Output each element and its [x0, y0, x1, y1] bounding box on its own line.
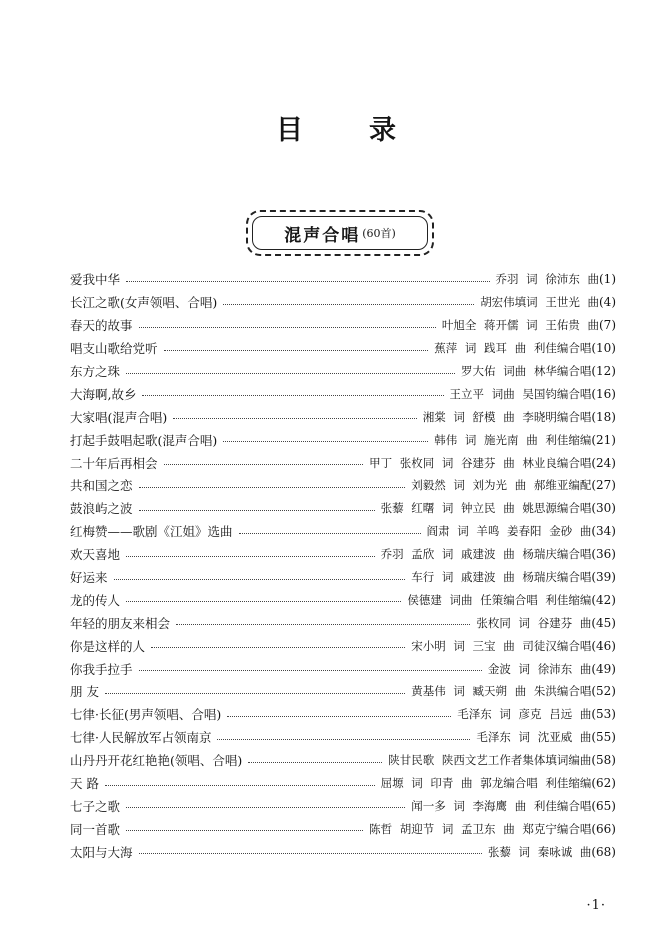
entry-page-number: (4) — [599, 295, 616, 310]
entry-title: 天 路 — [70, 776, 99, 792]
dot-leader — [227, 716, 451, 717]
dot-leader — [139, 487, 406, 488]
entry-credits: 乔羽 词 徐沛东 曲 — [495, 272, 599, 287]
dot-leader — [248, 762, 382, 763]
dot-leader — [239, 533, 421, 534]
dot-leader — [139, 327, 436, 328]
entry-page-number: (16) — [591, 386, 616, 401]
entry-page-number: (52) — [591, 684, 616, 699]
entry-page-number: (7) — [599, 318, 616, 333]
toc-entry[interactable] — [70, 360, 616, 383]
entry-credits: 湘棠 词 舒模 曲 李晓明编合唱 — [422, 409, 592, 424]
toc-entry[interactable] — [70, 543, 616, 566]
entry-credits: 陈哲 胡迎节 词 孟卫东 曲 郑克宁编合唱 — [369, 821, 592, 836]
entry-page-number: (49) — [591, 661, 616, 676]
page-number: ·1· — [586, 898, 606, 913]
entry-credits: 毛泽东 词 沈亚威 曲 — [476, 730, 592, 745]
entry-title: 朋 友 — [70, 684, 99, 700]
entry-title: 七律·长征(男声领唱、合唱) — [70, 707, 222, 723]
entry-title: 打起手鼓唱起歌(混声合唱) — [70, 432, 218, 448]
entry-page-number: (1) — [599, 272, 616, 287]
entry-title: 欢天喜地 — [70, 547, 121, 563]
entry-title: 年轻的朋友来相会 — [70, 615, 171, 631]
section-count: (60首) — [362, 227, 396, 240]
entry-credits: 阎肃 词 羊鸣 姜春阳 金砂 曲 — [426, 524, 592, 539]
toc-entry[interactable] — [70, 474, 616, 497]
dot-leader — [126, 601, 401, 602]
dot-leader — [105, 693, 405, 694]
entry-page-number: (55) — [591, 730, 616, 745]
dot-leader — [164, 464, 364, 465]
entry-credits: 甲丁 张枚同 词 谷建芬 曲 林业良编合唱 — [369, 455, 592, 470]
toc-entry[interactable] — [70, 794, 616, 817]
toc-entry[interactable] — [70, 566, 616, 589]
entry-page-number: (58) — [591, 753, 616, 768]
toc-entry[interactable] — [70, 497, 616, 520]
entry-title: 大海啊,故乡 — [70, 386, 137, 402]
section-heading-frame — [246, 210, 434, 256]
toc-entry[interactable] — [70, 337, 616, 360]
dot-leader — [223, 441, 428, 442]
entry-page-number: (24) — [591, 455, 616, 470]
toc-entry[interactable] — [70, 520, 616, 543]
entry-credits: 叶旭全 蒋开儒 词 王佑贵 曲 — [441, 318, 599, 333]
toc-entry[interactable] — [70, 634, 616, 657]
entry-credits: 毛泽东 词 彦克 吕远 曲 — [457, 707, 592, 722]
entry-page-number: (39) — [591, 570, 616, 585]
entry-page-number: (21) — [591, 432, 616, 447]
section-name: 混声合唱 — [284, 225, 361, 246]
entry-credits: 张藜 红曙 词 钟立民 曲 姚思源编合唱 — [380, 501, 592, 516]
dot-leader — [139, 670, 482, 671]
entry-title: 鼓浪屿之波 — [70, 501, 133, 517]
dot-leader — [126, 556, 375, 557]
entry-credits: 韩伟 词 施光南 曲 利佳缩编 — [434, 432, 592, 447]
toc-entry[interactable] — [70, 382, 616, 405]
dot-leader — [176, 624, 470, 625]
entry-credits: 屈塬 词 印青 曲 郭龙编合唱 利佳缩编 — [380, 776, 592, 791]
entry-credits: 张藜 词 秦咏诚 曲 — [487, 844, 592, 859]
toc-entry[interactable] — [70, 703, 616, 726]
entry-page-number: (46) — [591, 638, 616, 653]
entry-title: 大家唱(混声合唱) — [70, 409, 168, 425]
entry-title: 同一首歌 — [70, 821, 121, 837]
entry-page-number: (62) — [591, 776, 616, 791]
entry-title: 太阳与大海 — [70, 844, 133, 860]
entry-title: 七律·人民解放军占领南京 — [70, 730, 212, 746]
toc-entry[interactable] — [70, 772, 616, 795]
entry-page-number: (10) — [591, 341, 616, 356]
entry-title: 春天的故事 — [70, 318, 133, 334]
entry-page-number: (36) — [591, 547, 616, 562]
entry-credits: 闻一多 词 李海鹰 曲 利佳编合唱 — [411, 798, 592, 813]
entry-title: 龙的传人 — [70, 592, 121, 608]
dot-leader — [126, 807, 405, 808]
toc-entry[interactable] — [70, 680, 616, 703]
entry-credits: 罗大佑 词曲 林华编合唱 — [461, 364, 592, 378]
entry-title: 你我手拉手 — [70, 661, 133, 677]
dot-leader — [114, 579, 406, 580]
entry-credits: 黄基伟 词 臧天朔 曲 朱洪编合唱 — [411, 684, 592, 699]
dot-leader — [139, 853, 482, 854]
toc-entry[interactable] — [70, 451, 616, 474]
entry-page-number: (65) — [591, 798, 616, 813]
entry-title: 好运来 — [70, 570, 108, 586]
entry-title: 唱支山歌给党听 — [70, 341, 158, 357]
page-title: 目录 — [276, 115, 462, 146]
dot-leader — [217, 739, 470, 740]
entry-credits: 宋小明 词 三宝 曲 司徒汉编合唱 — [411, 638, 592, 653]
entry-credits: 刘毅然 词 刘为光 曲 郝维亚编配 — [411, 478, 592, 493]
toc-entry[interactable] — [70, 405, 616, 428]
entry-page-number: (30) — [591, 501, 616, 516]
entry-credits: 侯德建 词曲 任策编合唱 利佳缩编 — [407, 592, 592, 607]
dot-leader — [126, 281, 490, 282]
toc-entry[interactable] — [70, 817, 616, 840]
entry-page-number: (27) — [591, 478, 616, 493]
entry-title: 共和国之恋 — [70, 478, 133, 494]
entry-credits: 车行 词 戚建波 曲 杨瑞庆编合唱 — [411, 570, 592, 585]
entry-credits: 张枚同 词 谷建芬 曲 — [476, 615, 592, 630]
entry-page-number: (66) — [591, 821, 616, 836]
dot-leader — [126, 830, 363, 831]
dot-leader — [223, 304, 474, 305]
toc-entry[interactable] — [70, 657, 616, 680]
entry-credits: 金波 词 徐沛东 曲 — [487, 661, 592, 676]
entry-credits: 陕甘民歌 陕西文艺工作者集体填词编曲 — [388, 753, 592, 768]
entry-page-number: (45) — [591, 615, 616, 630]
dot-leader — [126, 373, 455, 374]
dot-leader — [139, 510, 375, 511]
entry-page-number: (53) — [591, 707, 616, 722]
entry-credits: 胡宏伟填词 王世光 曲 — [480, 295, 599, 310]
entry-title: 七子之歌 — [70, 798, 121, 814]
entry-credits: 乔羽 孟欣 词 戚建波 曲 杨瑞庆编合唱 — [380, 547, 592, 562]
dot-leader — [142, 395, 443, 396]
entry-page-number: (68) — [591, 844, 616, 859]
entry-title: 爱我中华 — [70, 272, 121, 288]
section-heading — [252, 216, 428, 250]
toc-entry[interactable] — [70, 840, 616, 863]
entry-title: 二十年后再相会 — [70, 455, 158, 471]
toc-entry[interactable] — [70, 314, 616, 337]
entry-title: 长江之歌(女声领唱、合唱) — [70, 295, 218, 311]
toc-entry[interactable] — [70, 726, 616, 749]
dot-leader — [164, 350, 429, 351]
entry-credits: 蕉萍 词 践耳 曲 利佳编合唱 — [434, 341, 592, 356]
entry-page-number: (18) — [591, 409, 616, 424]
toc-entry[interactable] — [70, 428, 616, 451]
toc-entry[interactable] — [70, 749, 616, 772]
toc-entry[interactable] — [70, 268, 616, 291]
toc-entry[interactable] — [70, 611, 616, 634]
dot-leader — [105, 785, 375, 786]
entry-page-number: (34) — [591, 524, 616, 539]
entry-title: 山丹丹开花红艳艳(领唱、合唱) — [70, 753, 243, 769]
toc-entry[interactable] — [70, 291, 616, 314]
dot-leader — [173, 418, 416, 419]
entry-credits: 王立平 词曲 吴国钧编合唱 — [449, 386, 592, 401]
entry-title: 你是这样的人 — [70, 638, 146, 654]
dot-leader — [151, 647, 405, 648]
entry-title: 东方之珠 — [70, 364, 121, 379]
entry-page-number: (12) — [591, 364, 616, 378]
entry-page-number: (42) — [591, 592, 616, 607]
entry-title: 红梅赞——歌剧《江姐》选曲 — [70, 524, 233, 540]
toc-entry[interactable] — [70, 588, 616, 611]
table-of-contents — [70, 268, 616, 863]
